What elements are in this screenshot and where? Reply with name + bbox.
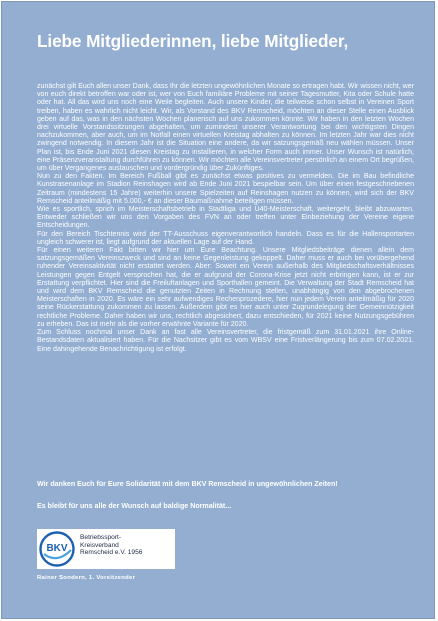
letter-page [1,1,435,619]
paragraph-closing: Zum Schluss nochmal unser Dank an fast alle Vereinsvertreter, die fristgemäß zum 31.01.2021 ihre Online-Bestandsdaten aktualisiert haben. Für die Nachsitzer gibt es vom WBSV eine Fristverlängerung bis zum 07.02.2021. Eine dahingehende Benachrichtigung ist erfolgt. [37,329,414,353]
logo-line-1: Betriebssport- [80,534,122,541]
paragraph-table-tennis: Für den Bereich Tischtennis wird der TT-Ausschuss eigenverantwortlich handeln. Dass es für die Hallensportarten ungleich schwerer ist, liegt aufgrund der aktuellen Lage auf der Hand. [37,230,414,246]
emblem-text: BKV [46,543,68,554]
letter-body [37,83,414,354]
wish-line: Es bleibt für uns alle der Wunsch auf baldige Normalität... [37,502,232,510]
thanks-line: Wir danken Euch für Eure Solidarität mit dem BKV Remscheid in ungewöhnlichen Zeiten! [37,480,338,488]
paragraph-football: Nun zu den Fakten. Im Bereich Fußball gibt es zunächst etwas positives zu vermelden. Die im Bau befindliche Kunstrasenanlage im Stadion Reinshagen wird ab Ende Juni 2021 bespielbar sein. Um über einen festgeschriebenen Zeitraum (mindestens 15 Jahre) weiterhin unsere Spielzeiten auf Reinshagen nutzen zu können, wird sich der BKV Remscheid anteilmäßig mit 5.000,- € an dieser Baumaßnahme beteiligen müssen. [37,173,414,205]
letter-heading: Liebe Mitgliederinnen, liebe Mitglieder, [37,31,349,51]
logo-line-2: Kreisverband [80,541,119,549]
paragraph-league: Wie es sportlich, sprich im Meisterschaftsbetrieb in Stadtliga und Ü40-Meisterschaft, weitergeht, bleibt abzuwarten. Entweder schließen wir uns den Vorgaben des FVN an oder treffen unter Einbeziehung der Vereine eigene Entscheidungen. [37,206,414,230]
logo-text [80,534,142,557]
bkv-emblem-icon [38,530,76,568]
bkv-logo [37,529,175,569]
paragraph-intro: zunächst gilt Euch allen unser Dank, dass Ihr die letzten ungewöhnlichen Monate so ertragen habt. Wir wissen nicht, wer von euch direkt betroffen war oder ist, wer von Euch familiäre Probleme mit seiner Tagesmutter, Kita oder Schule hatte oder hat. All das wird uns noch eine Weile begleiten. Auch unsere Kinder, die teilweise schon selbst in Vereinen Sport treiben, haben es wahrlich nicht leicht. Wir, als Vorstand des BKV Remscheid, möchten an dieser Stelle einen Ausblick geben auf das, was in den nächsten Wochen planerisch auf uns zukommen könnte. Wir haben in den letzten Wochen drei virtuelle Vorstandssitzungen abgehalten, um zumindest unserer Verantwortung bei den wichtigsten Dingen nachzukommen, aber auch, um im Notfall einen virtuellen Kreistag abhalten zu können. Im letzten Jahr war dies nicht zwingend notwendig. In diesem Jahr ist die Situation eine andere, da wir satzungsgemäß neu wählen müssen. Unser Plan ist, bis Ende Juni 2021 diesen Kreistag zu installieren, in welcher Form auch immer. Unser Wunsch ist natürlich, eine Präsenzveranstaltung durchführen zu können. Wir möchten alle Vereinsvertreter persönlich an einem Ort begrüßen, um über Vergangenes austauschen und vordergründig über Zukünftiges. [37,83,414,173]
logo-line-3: Remscheid e.V. 1956 [80,549,143,557]
paragraph-fees: Für einen weiteren Fakt bitten wir hier um Eure Beachtung. Unsere Mitgliedsbeiträge dienen allein dem satzungsgemäßen Vereinszweck und sind an keine Gegenleistung gekoppelt. Daher muss er auch bei vorübergehend ruhender Vereinsaktivität nicht erstattet werden. Aber: Soweit ein Verein außerhalb des Mitgliedschaftsverhältnisses Leistungen gegen Entgelt versprochen hat, die er aufgrund der Corona-Krise jetzt nicht erbringen kann, ist er zur Erstattung verpflichtet. Hier sind die Freiluftanlagen und Sporthallen gemeint. Die Verwaltung der Stadt Remscheid hat und wird dem BKV Remscheid die genutzten Zeiten in Rechnung stellen, unabhängig von den abgebrochenen Meisterschaften in 2020. Es wäre ein sehr aufwendiges Rechenprozedere, hier nun jedem Verein anteilmäßig für 2020 seine Rückerstattung zukommen zu lassen. Außerdem gibt es hier auch unter Zugrundelegung der Gemeinnützigkeit rechtliche Probleme. Daher haben wir uns, rechtlich abgesichert, dazu entschieden, für 2021 keine Nutzungsgebühren zu erheben. Das ist mehr als die vorher erwähnte Variante für 2020. [37,247,414,328]
signature: Rainer Sondern, 1. Vorsitzender [37,575,136,581]
